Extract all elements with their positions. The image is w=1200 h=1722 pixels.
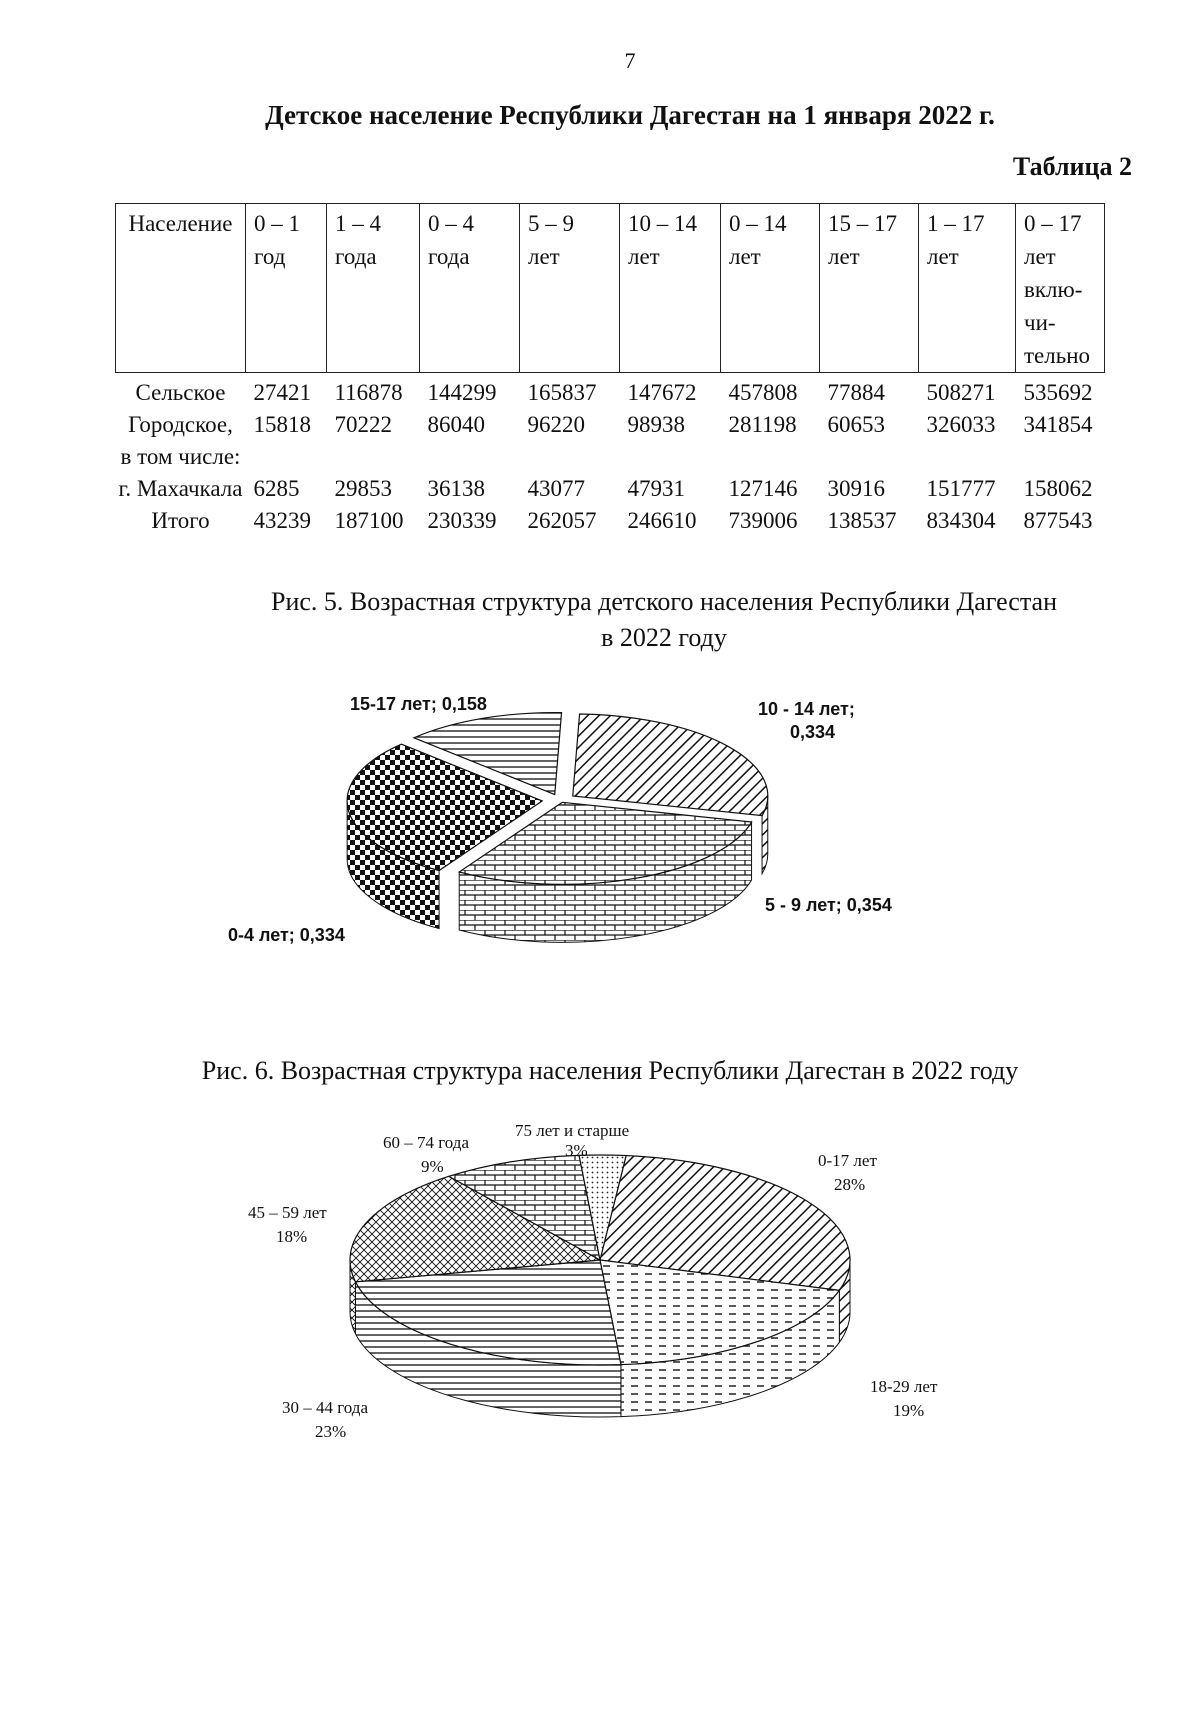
table-row xyxy=(116,505,1105,537)
table-cell: 151777 xyxy=(926,476,996,501)
table-cell: 246610 xyxy=(627,508,697,533)
pie-6-slices xyxy=(350,1155,850,1417)
table-cell: 834304 xyxy=(926,508,996,533)
table-cell: 30916 xyxy=(827,476,885,501)
header-cell xyxy=(820,204,919,373)
figure-5-caption-line2: в 2022 году xyxy=(601,623,727,652)
header-cell xyxy=(420,204,520,373)
table-row xyxy=(116,441,1105,473)
table-cell: 77884 xyxy=(827,380,885,405)
table-cell xyxy=(919,441,1016,473)
table-cell: 43239 xyxy=(253,508,311,533)
table-cell: 6285 xyxy=(253,476,300,501)
table-cell: 96220 xyxy=(527,412,585,437)
table-cell: 29853 xyxy=(334,476,392,501)
header-cell xyxy=(721,204,820,373)
label-30-44: 30 – 44 года xyxy=(282,1398,369,1417)
table-cell: 326033 xyxy=(926,412,996,437)
header-text: чи- xyxy=(1024,310,1056,335)
header-cell xyxy=(520,204,620,373)
table-cell: 457808 xyxy=(728,380,798,405)
label-30-44-pct: 23% xyxy=(315,1422,347,1441)
table-cell xyxy=(820,441,919,473)
header-text: 0 – 4 xyxy=(428,211,474,236)
table-cell: 739006 xyxy=(728,508,798,533)
header-text: 0 – 17 xyxy=(1024,211,1082,236)
table-cell: 43077 xyxy=(527,476,585,501)
table-cell xyxy=(420,441,520,473)
page-number: 7 xyxy=(624,48,636,73)
header-text: вклю- xyxy=(1024,277,1083,302)
header-text: год xyxy=(254,244,286,269)
slice-10-14 xyxy=(573,714,768,816)
table-cell: 187100 xyxy=(334,508,404,533)
header-cell xyxy=(246,204,327,373)
header-text: лет xyxy=(927,244,959,269)
table-cell: 147672 xyxy=(627,380,697,405)
table-cell: 86040 xyxy=(427,412,485,437)
label-45-59: 45 – 59 лет xyxy=(248,1203,327,1222)
label-10-14: 10 - 14 лет; xyxy=(758,699,855,719)
figure-5-caption-line1: Рис. 5. Возрастная структура детского населения Республики Дагестан xyxy=(271,587,1057,616)
table-cell: 341854 xyxy=(1023,412,1093,437)
figure-6-caption: Рис. 6. Возрастная структура населения Республики Дагестан в 2022 году xyxy=(201,1056,1019,1085)
table-header-row xyxy=(116,204,1105,373)
label-75-plus: 75 лет и старше xyxy=(515,1121,630,1140)
table-label: Таблица 2 xyxy=(1012,152,1132,181)
table-cell xyxy=(246,441,327,473)
header-text: года xyxy=(428,244,470,269)
header-cell xyxy=(620,204,721,373)
header-text: 5 – 9 xyxy=(528,211,574,236)
table-cell: 230339 xyxy=(427,508,497,533)
table-cell: 27421 xyxy=(253,380,311,405)
header-text: Население xyxy=(128,211,233,236)
table-cell: 60653 xyxy=(827,412,885,437)
table-cell xyxy=(520,441,620,473)
table-cell: 144299 xyxy=(427,380,497,405)
page-title: Детское население Республики Дагестан на 1 января 2022 г. xyxy=(265,100,995,130)
label-45-59-pct: 18% xyxy=(276,1227,308,1246)
header-text: 15 – 17 xyxy=(828,211,897,236)
table-cell: 36138 xyxy=(427,476,485,501)
header-text: лет xyxy=(1024,244,1056,269)
table-cell xyxy=(620,441,721,473)
table-cell: 281198 xyxy=(728,412,797,437)
table-cell: 127146 xyxy=(728,476,798,501)
row-label: Городское, xyxy=(128,412,233,437)
header-cell xyxy=(1016,204,1105,373)
label-18-29-pct: 19% xyxy=(893,1401,925,1420)
figure-5-pie-chart xyxy=(0,680,1200,980)
table-row xyxy=(116,473,1105,505)
table-cell: 98938 xyxy=(627,412,685,437)
label-75-plus-pct: 3% xyxy=(565,1141,588,1160)
header-text: 1 – 17 xyxy=(927,211,985,236)
header-text: 10 – 14 xyxy=(628,211,697,236)
label-10-14-value: 0,334 xyxy=(790,722,836,742)
figure-6-pie-chart xyxy=(0,1110,1200,1480)
table-cell: 877543 xyxy=(1023,508,1093,533)
header-cell xyxy=(919,204,1016,373)
header-text: 0 – 14 xyxy=(729,211,787,236)
population-table xyxy=(115,203,1105,537)
row-label: г. Махачкала xyxy=(118,476,243,501)
table-cell xyxy=(327,441,420,473)
table-cell: 15818 xyxy=(253,412,311,437)
table-cell: 138537 xyxy=(827,508,897,533)
table-cell: 535692 xyxy=(1023,380,1093,405)
table-cell: 262057 xyxy=(527,508,597,533)
header-text: 1 – 4 xyxy=(335,211,381,236)
header-text: лет xyxy=(828,244,860,269)
pie-5-slices xyxy=(347,713,768,943)
header-text: тельно xyxy=(1024,343,1091,368)
label-0-17-pct: 28% xyxy=(834,1175,866,1194)
table-cell xyxy=(1016,441,1105,473)
label-60-74-pct: 9% xyxy=(421,1157,444,1176)
table-cell: 158062 xyxy=(1023,476,1093,501)
header-text: лет xyxy=(528,244,560,269)
row-label: в том числе: xyxy=(120,444,241,469)
label-15-17: 15-17 лет; 0,158 xyxy=(350,694,487,714)
table-cell: 165837 xyxy=(527,380,597,405)
table-row xyxy=(116,409,1105,441)
table-cell: 47931 xyxy=(627,476,685,501)
table-cell xyxy=(721,441,820,473)
table-cell: 70222 xyxy=(334,412,392,437)
header-cell xyxy=(327,204,420,373)
row-label: Итого xyxy=(151,508,210,533)
table-cell: 116878 xyxy=(334,380,403,405)
label-0-17: 0-17 лет xyxy=(818,1151,877,1170)
header-text: лет xyxy=(628,244,660,269)
label-5-9: 5 - 9 лет; 0,354 xyxy=(765,895,892,915)
label-60-74: 60 – 74 года xyxy=(383,1133,470,1152)
table-cell: 508271 xyxy=(926,380,996,405)
row-label: Сельское xyxy=(135,380,226,405)
header-text: 0 – 1 xyxy=(254,211,300,236)
header-text: лет xyxy=(729,244,761,269)
header-cell-population xyxy=(116,204,246,373)
figure-5-caption xyxy=(234,584,1094,656)
label-0-4: 0-4 лет; 0,334 xyxy=(228,925,345,945)
label-18-29: 18-29 лет xyxy=(870,1377,938,1396)
header-text: года xyxy=(335,244,377,269)
table-row xyxy=(116,373,1105,410)
